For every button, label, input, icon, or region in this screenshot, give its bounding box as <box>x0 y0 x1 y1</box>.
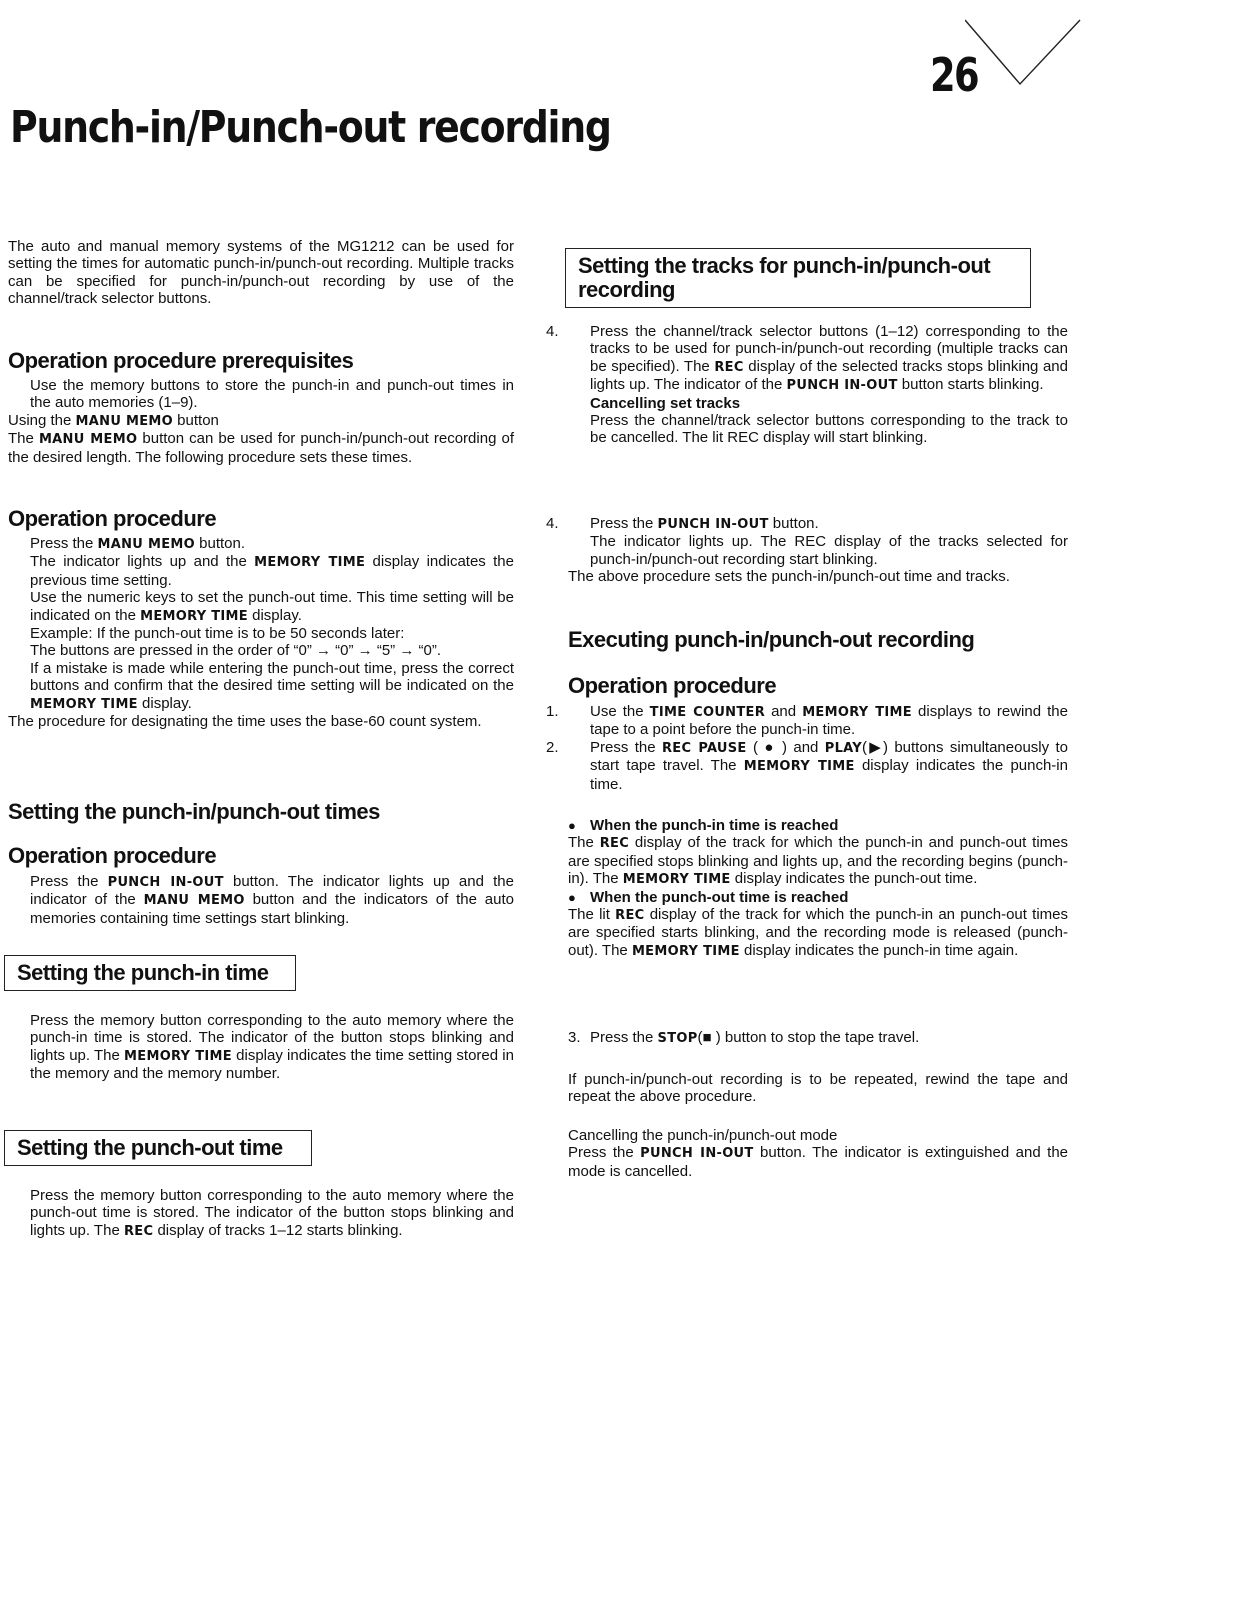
cancel-mode-block <box>568 1127 1068 1180</box>
rec-key-label: REC <box>615 908 645 924</box>
time-counter-key-label: TIME COUNTER <box>649 705 766 720</box>
stop-square-icon: (■ ) <box>697 1029 721 1046</box>
memory-time-key-label: MEMORY TIME <box>743 759 855 775</box>
bullet-icon: ● <box>568 818 576 833</box>
memory-time-key-label: MEMORY TIME <box>254 555 366 571</box>
operation-procedure-heading: Operation procedure <box>8 843 217 868</box>
cancel-mode-heading: Cancelling the punch-in/punch-out mode <box>568 1127 838 1144</box>
intro-paragraph: The auto and manual memory systems of the MG1212 can be used for setting the times for automatic punch-in/punch-out recording. Multiple tracks can be specified for punch-in/punch-out recording by use of the channel/track selector buttons. <box>8 238 514 308</box>
stop-key-label: STOP <box>657 1031 698 1046</box>
step-2: Use the numeric keys to set the punch-out time. This time setting will be indicated on the MEMORY TIME display. <box>30 589 514 624</box>
page-number: 26 <box>930 48 979 102</box>
play-key-label: PLAY <box>824 740 863 756</box>
step-1-description: The indicator lights up and the MEMORY TIME display indicates the previous time setting. <box>30 553 514 589</box>
exec-step-1: 1. Use the TIME COUNTER and MEMORY TIME displays to rewind the tape to a point before the punch-in time. <box>546 703 1068 739</box>
cancel-tracks-description: Press the channel/track selector buttons corresponding to the track to be cancelled. The lit REC display will start blinking. <box>590 412 1068 447</box>
punch-in-out-key-label: PUNCH IN-OUT <box>657 517 769 532</box>
times-section-heading: Setting the punch-in/punch-out times <box>8 799 380 824</box>
punch-in-out-key-label: PUNCH IN-OUT <box>640 1146 754 1162</box>
punch-in-step-text: Press the memory button corresponding to the auto memory where the punch-in time is stored. The indicator of the button stops blinking and lights up. The MEMORY TIME display indicates the time setting stored in the memory and the memory number. <box>30 1012 514 1083</box>
using-manu-memo-line: Using the MANU MEMO button <box>8 411 219 429</box>
executing-steps <box>546 703 1068 793</box>
exec-step-2: 2. Press the REC PAUSE ( ● ) and PLAY(▶) buttons simultaneously to start tape travel. The MEMORY TIME display indicates the punch-in time. <box>546 738 1068 793</box>
punch-out-step <box>8 1187 514 1240</box>
rec-key-label: REC <box>123 1223 154 1239</box>
bullet-icon: ● <box>568 889 576 905</box>
times-step-1-text: Press the PUNCH IN-OUT button. The indicator lights up and the indicator of the MANU MEMO button and the indicators of the auto memories containing time settings start blinking. <box>30 873 515 927</box>
manu-memo-key-label: MANU MEMO <box>143 893 245 909</box>
play-triangle-icon: (▶) <box>862 738 888 756</box>
rec-pause-key-label: REC PAUSE <box>661 740 747 756</box>
exec-step-3: 3. Press the STOP(■ ) button to stop the tape travel. <box>568 1029 920 1046</box>
tracks-step-4: 4. Press the channel/track selector buttons (1–12) corresponding to the tracks to be used for punch-in/punch-out recording (multiple tracks can be specified). The REC display of the selected tracks stops blinking and lights up. The indicator of the PUNCH IN-OUT button starts blinking. <box>546 323 1068 394</box>
reached-notes <box>568 817 1068 960</box>
manu-memo-description: The MANU MEMO button can be used for punch-in/punch-out recording of the desired length. The following procedure sets these times. <box>8 430 514 466</box>
manu-memo-key-label: MANU MEMO <box>97 537 195 552</box>
example-button-order: The buttons are pressed in the order of “0” → “0” → “5” → “0”. <box>30 642 441 660</box>
mistake-note: If a mistake is made while entering the punch-out time, press the correct buttons and confirm that the desired time setting will be indicated on the MEMORY TIME display. <box>30 659 514 712</box>
rec-key-label: REC <box>714 359 744 375</box>
punch-in-step <box>8 1012 514 1083</box>
manu-memo-key-label: MANU MEMO <box>75 413 174 429</box>
page-title: Punch-in/Punch-out recording <box>10 102 611 153</box>
when-punch-out-description: The lit REC display of the track for which the punch-in an punch-out times are specified starts blinking, and the recording mode is released (punch-out). The MEMORY TIME display indicates the punch-in time again. <box>568 906 1069 959</box>
memory-time-key-label: MEMORY TIME <box>124 1048 232 1064</box>
prerequisite-bullet-item <box>8 377 514 412</box>
bullet-icon <box>8 377 30 394</box>
punch-in-time-box-heading: Setting the punch-in time <box>4 955 296 991</box>
executing-heading: Executing punch-in/punch-out recording <box>568 627 975 652</box>
corner-check-mark <box>965 18 1085 88</box>
memory-time-key-label: MEMORY TIME <box>631 943 740 959</box>
when-punch-in-description: The REC display of the track for which the punch-in and punch-out times are specified stops blinking and lights up, and the recording begins (punch-in). The MEMORY TIME display indicates the punch-out time. <box>568 834 1068 888</box>
memory-time-key-label: MEMORY TIME <box>622 872 731 888</box>
manu-memo-steps <box>8 535 514 730</box>
prerequisites-heading: Operation procedure prerequisites <box>8 348 354 373</box>
memory-time-key-label: MEMORY TIME <box>30 696 138 712</box>
punch-out-time-box-heading: Setting the punch-out time <box>4 1130 312 1166</box>
procedure-summary: The above procedure sets the punch-in/punch-out time and tracks. <box>568 568 1010 586</box>
operation-procedure-heading: Operation procedure <box>568 673 777 698</box>
cancel-mode-description: Press the PUNCH IN-OUT button. The indicator is extinguished and the mode is cancelled. <box>568 1144 1069 1180</box>
memory-time-key-label: MEMORY TIME <box>802 705 912 720</box>
record-dot-icon: ( ● ) <box>746 738 787 756</box>
when-punch-in-heading: ● When the punch-in time is reached <box>568 817 839 834</box>
tracks-box-heading: Setting the tracks for punch-in/punch-out recording <box>565 248 1031 308</box>
times-step-1 <box>8 873 514 927</box>
operation-procedure-heading: Operation procedure <box>8 506 217 531</box>
example-line: Example: If the punch-out time is to be 50 seconds later: <box>30 625 405 643</box>
punch-out-step-text: Press the memory button corresponding to the auto memory where the punch-out time is stored. The indicator of the button stops blinking and lights up. The REC display of tracks 1–12 starts blinking. <box>30 1187 514 1239</box>
when-punch-out-heading: ● When the punch-out time is reached <box>568 888 849 906</box>
cancel-tracks-heading: Cancelling set tracks <box>590 394 741 412</box>
step-1: Press the MANU MEMO button. <box>30 535 246 552</box>
step-4-press-punch: 4. Press the PUNCH IN-OUT button. <box>546 515 819 532</box>
prerequisites-block <box>8 377 514 466</box>
prerequisite-bullet-text: Use the memory buttons to store the punch-in and punch-out times in the auto memories (1–9). <box>30 377 514 412</box>
manu-memo-key-label: MANU MEMO <box>38 432 138 448</box>
tracks-step <box>546 323 1068 447</box>
punch-in-out-key-label: PUNCH IN-OUT <box>786 378 898 394</box>
punch-in-out-key-label: PUNCH IN-OUT <box>107 875 224 890</box>
step-4-description: The indicator lights up. The REC display of the tracks selected for punch-in/punch-out recording start blinking. <box>590 533 1068 568</box>
rec-key-label: REC <box>599 836 630 852</box>
base-60-note: The procedure for designating the time uses the base-60 count system. <box>8 713 482 731</box>
memory-time-key-label: MEMORY TIME <box>140 608 248 624</box>
punch-in-out-step <box>546 515 1068 586</box>
repeat-note: If punch-in/punch-out recording is to be repeated, rewind the tape and repeat the above procedure. <box>568 1071 1068 1106</box>
